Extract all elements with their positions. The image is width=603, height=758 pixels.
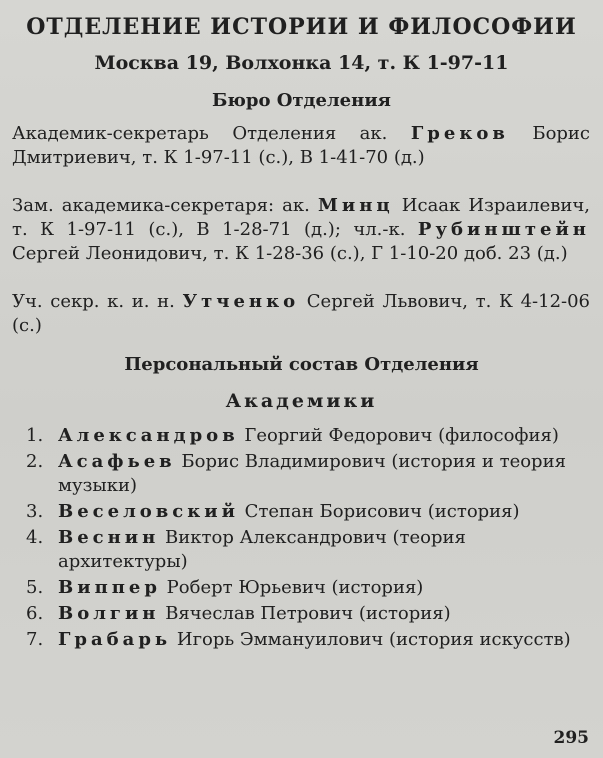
item-rest: Борис Владимирович (история и теория музыки) — [58, 451, 566, 496]
academic-secretary-name: Греков — [410, 123, 509, 144]
section-title: ОТДЕЛЕНИЕ ИСТОРИИ И ФИЛОСОФИИ — [26, 14, 577, 40]
list-item — [26, 424, 592, 448]
item-number: 5. — [26, 577, 44, 598]
list-item — [26, 526, 592, 574]
item-rest: Виктор Александрович (теория архитектуры) — [58, 527, 466, 572]
item-number: 6. — [26, 603, 44, 624]
list-item — [26, 450, 592, 498]
bureau-heading: Бюро Отделения — [212, 90, 391, 111]
deputy-rest-2: Сергей Леонидович, т. К 1-28-36 (с.), Г 1-10-20 доб. 23 (д.) — [12, 243, 568, 264]
academic-secretary-prefix: Академик-секретарь Отделения ак. — [12, 123, 411, 144]
academicians-list — [26, 424, 592, 654]
item-surname: Веснин — [58, 527, 160, 548]
item-number: 2. — [26, 451, 44, 472]
scientific-secretary-name: Утченко — [182, 291, 300, 312]
item-number: 3. — [26, 501, 44, 522]
item-rest: Степан Борисович (история) — [238, 501, 520, 522]
item-surname: Александров — [58, 425, 239, 446]
item-rest: Игорь Эммануилович (история искусств) — [171, 629, 571, 650]
scientific-secretary-prefix: Уч. секр. к. и. н. — [12, 291, 183, 312]
item-surname: Грабарь — [58, 629, 172, 650]
academicians-heading: Академики — [225, 390, 378, 412]
deputies-prefix: Зам. академика-секретаря: ак. — [12, 195, 318, 216]
list-item — [26, 500, 592, 524]
item-rest: Вячеслав Петрович (история) — [159, 603, 451, 624]
list-item — [26, 576, 592, 600]
item-surname: Волгин — [58, 603, 160, 624]
deputy-name-2: Рубинштейн — [417, 219, 590, 240]
item-rest: Георгий Федорович (философия) — [238, 425, 559, 446]
item-surname: Асафьев — [58, 451, 176, 472]
scientific-secretary-paragraph — [12, 290, 590, 338]
deputy-rest-1: Исаак Израилевич, т. К 1-97-11 (с.), В 1-28-71 (д.); чл.-к. — [12, 195, 590, 240]
item-surname: Веселовский — [58, 501, 239, 522]
academic-secretary-rest: Борис Дмитриевич, т. К 1-97-11 (с.), В 1-41-70 (д.) — [12, 123, 590, 168]
item-rest: Роберт Юрьевич (история) — [160, 577, 424, 598]
item-number: 4. — [26, 527, 44, 548]
item-number: 1. — [26, 425, 44, 446]
deputy-secretaries-paragraph — [12, 194, 590, 266]
list-item — [26, 628, 592, 652]
item-number: 7. — [26, 629, 44, 650]
deputy-name-1: Минц — [317, 195, 394, 216]
academic-secretary-paragraph — [12, 122, 590, 170]
list-item — [26, 602, 592, 626]
item-surname: Виппер — [58, 577, 161, 598]
scientific-secretary-rest: Сергей Львович, т. К 4-12-06 (с.) — [12, 291, 591, 336]
page-number: 295 — [553, 728, 589, 748]
section-address: Москва 19, Волхонка 14, т. К 1-97-11 — [94, 52, 509, 74]
members-heading: Персональный состав Отделения — [124, 354, 479, 375]
